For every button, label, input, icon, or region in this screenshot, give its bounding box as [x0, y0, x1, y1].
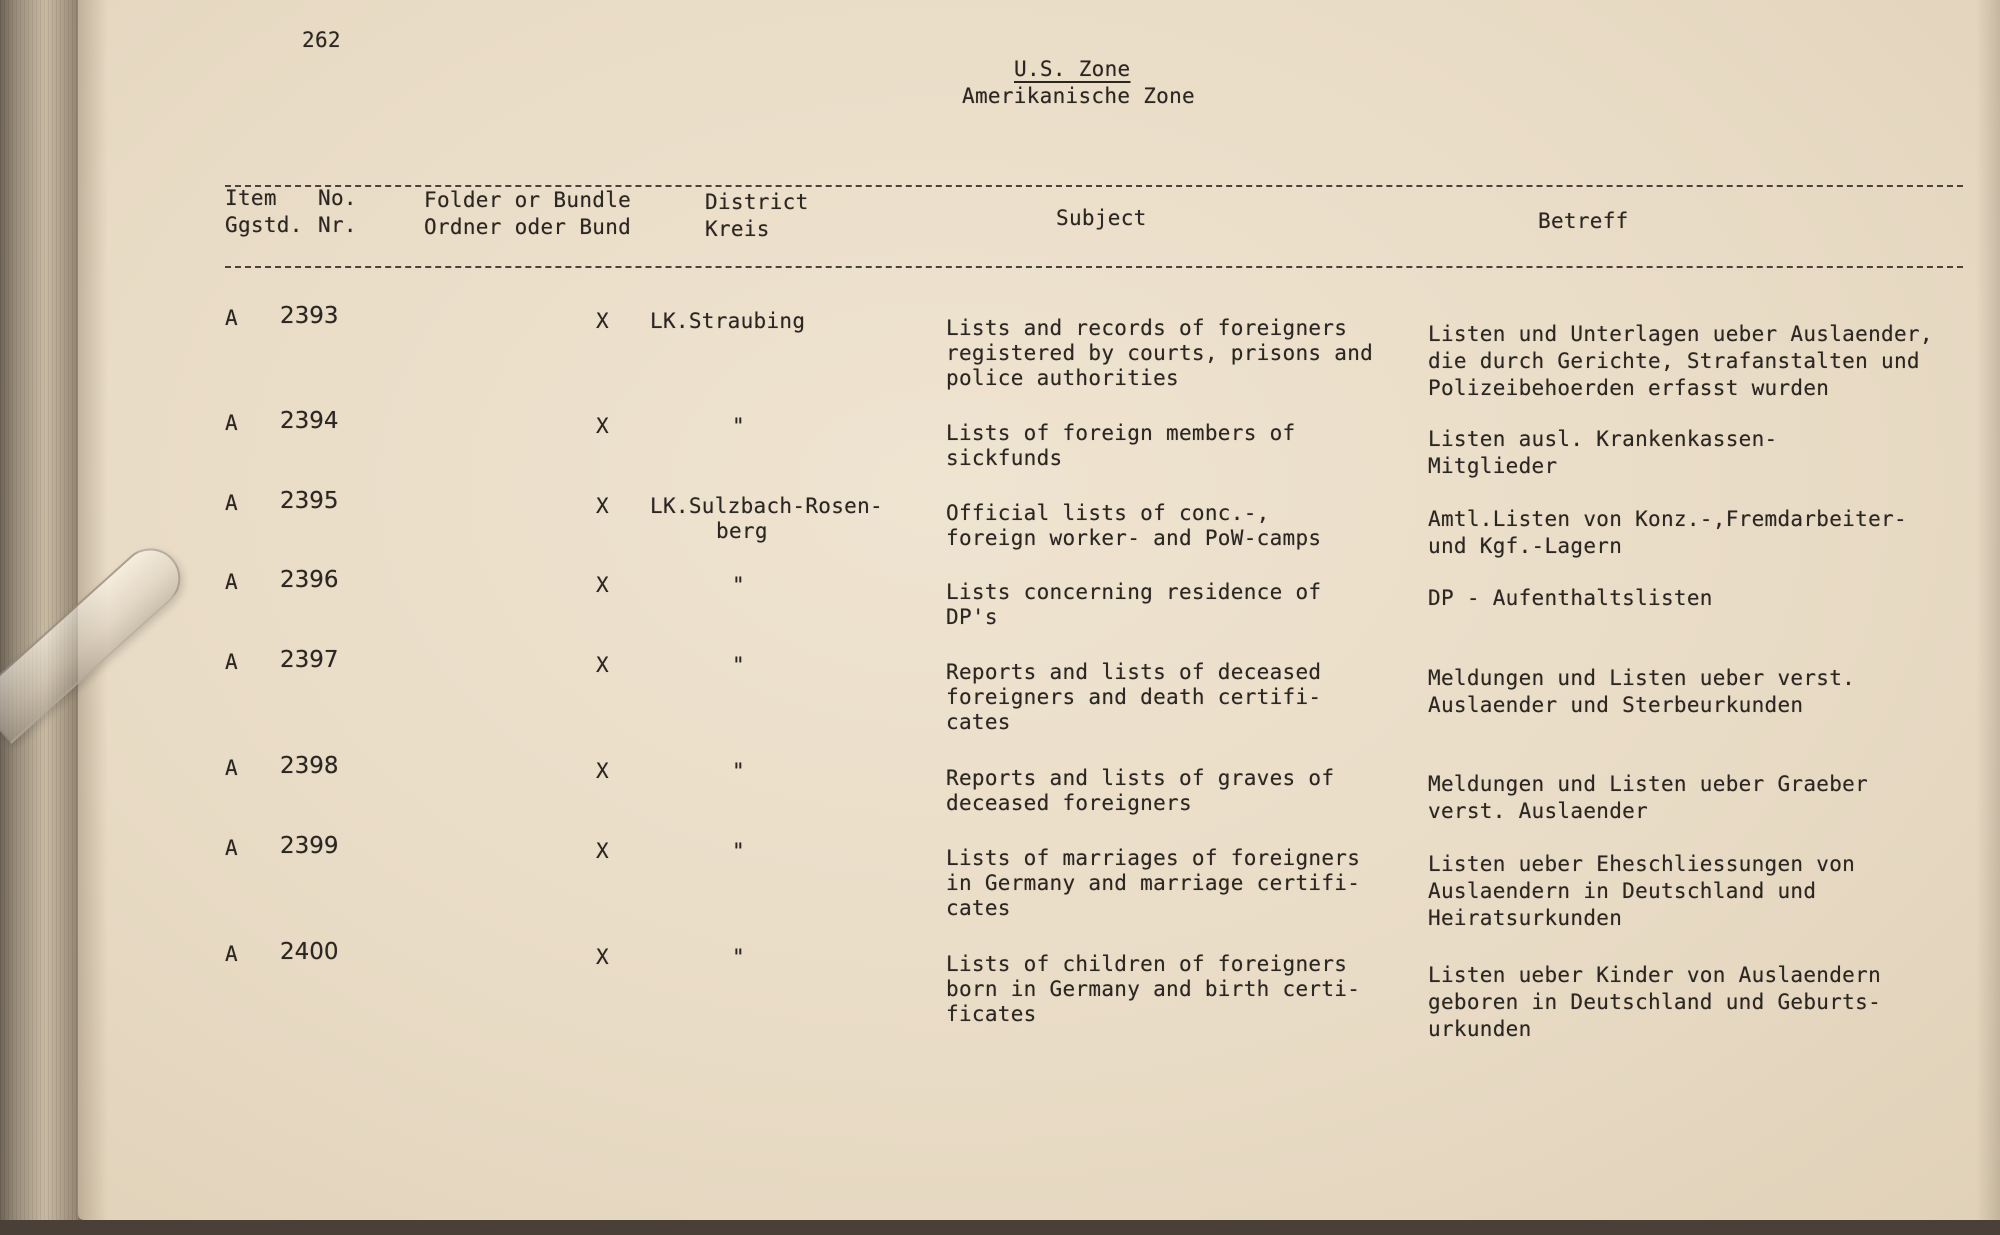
row-betreff-line: DP - Aufenthaltslisten	[1428, 586, 1713, 610]
row-subject-line: ficates	[946, 1002, 1037, 1026]
page-bottom-shadow	[0, 1220, 2000, 1235]
row-folder: X	[596, 945, 609, 969]
row-item: A	[225, 836, 238, 860]
row-item: A	[225, 942, 238, 966]
header-bottom-rule	[225, 266, 1963, 268]
row-district: "	[732, 573, 745, 597]
row-folder: X	[596, 653, 609, 677]
row-subject-line: Lists of children of foreigners	[946, 952, 1348, 976]
row-district: LK.Sulzbach-Rosen-	[650, 494, 883, 518]
row-district: "	[732, 759, 745, 783]
row-item: A	[225, 306, 238, 330]
row-folder: X	[596, 839, 609, 863]
row-subject-line: foreign worker- and PoW-camps	[946, 526, 1322, 550]
row-betreff-line: urkunden	[1428, 1017, 1532, 1041]
row-subject-line: born in Germany and birth certi-	[946, 977, 1361, 1001]
row-folder: X	[596, 573, 609, 597]
row-item: A	[225, 570, 238, 594]
row-subject-line: sickfunds	[946, 446, 1063, 470]
header-no: No.	[318, 186, 357, 210]
row-subject-line: Lists and records of foreigners	[946, 316, 1348, 340]
row-subject-line: DP's	[946, 605, 998, 629]
row-betreff-line: Listen und Unterlagen ueber Auslaender,	[1428, 322, 1933, 346]
page-edge-shadow	[1976, 0, 2000, 1220]
row-subject-line: deceased foreigners	[946, 791, 1192, 815]
header-subject: Subject	[1056, 206, 1147, 230]
row-betreff-line: Auslaender und Sterbeurkunden	[1428, 693, 1804, 717]
row-betreff-line: verst. Auslaender	[1428, 799, 1649, 823]
row-number: 2399	[280, 833, 339, 859]
row-subject-line: police authorities	[946, 366, 1179, 390]
row-betreff-line: Listen ueber Kinder von Auslaendern	[1428, 963, 1882, 987]
header-folder: Folder or Bundle	[424, 188, 632, 212]
header-top-rule	[225, 185, 1963, 187]
row-betreff-line: Heiratsurkunden	[1428, 906, 1623, 930]
row-district: LK.Straubing	[650, 309, 806, 333]
row-item: A	[225, 491, 238, 515]
row-subject-line: registered by courts, prisons and	[946, 341, 1374, 365]
row-subject-line: foreigners and death certifi-	[946, 685, 1322, 709]
row-number: 2396	[280, 567, 339, 593]
row-betreff-line: die durch Gerichte, Strafanstalten und	[1428, 349, 1920, 373]
row-subject-line: cates	[946, 896, 1011, 920]
row-subject-line: Lists of marriages of foreigners	[946, 846, 1361, 870]
row-folder: X	[596, 494, 609, 518]
row-folder: X	[596, 414, 609, 438]
row-folder: X	[596, 759, 609, 783]
header-item-de: Ggstd.	[225, 213, 303, 237]
row-betreff-line: Polizeibehoerden erfasst wurden	[1428, 376, 1830, 400]
row-number: 2397	[280, 647, 339, 673]
row-betreff-line: Listen ausl. Krankenkassen-	[1428, 427, 1778, 451]
row-district: "	[732, 945, 745, 969]
row-number: 2398	[280, 753, 339, 779]
row-number: 2393	[280, 303, 339, 329]
row-number: 2400	[280, 939, 339, 965]
row-betreff-line: Meldungen und Listen ueber Graeber	[1428, 772, 1869, 796]
row-betreff-line: Listen ueber Eheschliessungen von	[1428, 852, 1856, 876]
row-district: "	[732, 414, 745, 438]
row-number: 2395	[280, 488, 339, 514]
row-item: A	[225, 411, 238, 435]
header-district-de: Kreis	[705, 217, 770, 241]
row-betreff-line: und Kgf.-Lagern	[1428, 534, 1623, 558]
row-betreff-line: Amtl.Listen von Konz.-,Fremdarbeiter-	[1428, 507, 1907, 531]
header-no-de: Nr.	[318, 213, 357, 237]
row-subject-line: in Germany and marriage certifi-	[946, 871, 1361, 895]
row-district: berg	[716, 519, 768, 543]
row-subject-line: Reports and lists of graves of	[946, 766, 1335, 790]
header-folder-de: Ordner oder Bund	[424, 215, 632, 239]
row-betreff-line: Meldungen und Listen ueber verst.	[1428, 666, 1856, 690]
page-subtitle: Amerikanische Zone	[962, 84, 1195, 108]
row-item: A	[225, 756, 238, 780]
row-betreff-line: geboren in Deutschland und Geburts-	[1428, 990, 1882, 1014]
row-betreff-line: Mitglieder	[1428, 454, 1558, 478]
page-title: U.S. Zone	[1014, 57, 1131, 81]
header-district: District	[705, 190, 809, 214]
row-subject-line: Lists of foreign members of	[946, 421, 1296, 445]
row-folder: X	[596, 309, 609, 333]
row-district: "	[732, 653, 745, 677]
row-subject-line: cates	[946, 710, 1011, 734]
row-district: "	[732, 839, 745, 863]
page-number: 262	[302, 28, 341, 52]
header-betreff: Betreff	[1538, 209, 1629, 233]
header-item: Item	[225, 186, 277, 210]
row-betreff-line: Auslaendern in Deutschland und	[1428, 879, 1817, 903]
row-item: A	[225, 650, 238, 674]
row-subject-line: Reports and lists of deceased	[946, 660, 1322, 684]
row-number: 2394	[280, 408, 339, 434]
row-subject-line: Official lists of conc.-,	[946, 501, 1270, 525]
row-subject-line: Lists concerning residence of	[946, 580, 1322, 604]
